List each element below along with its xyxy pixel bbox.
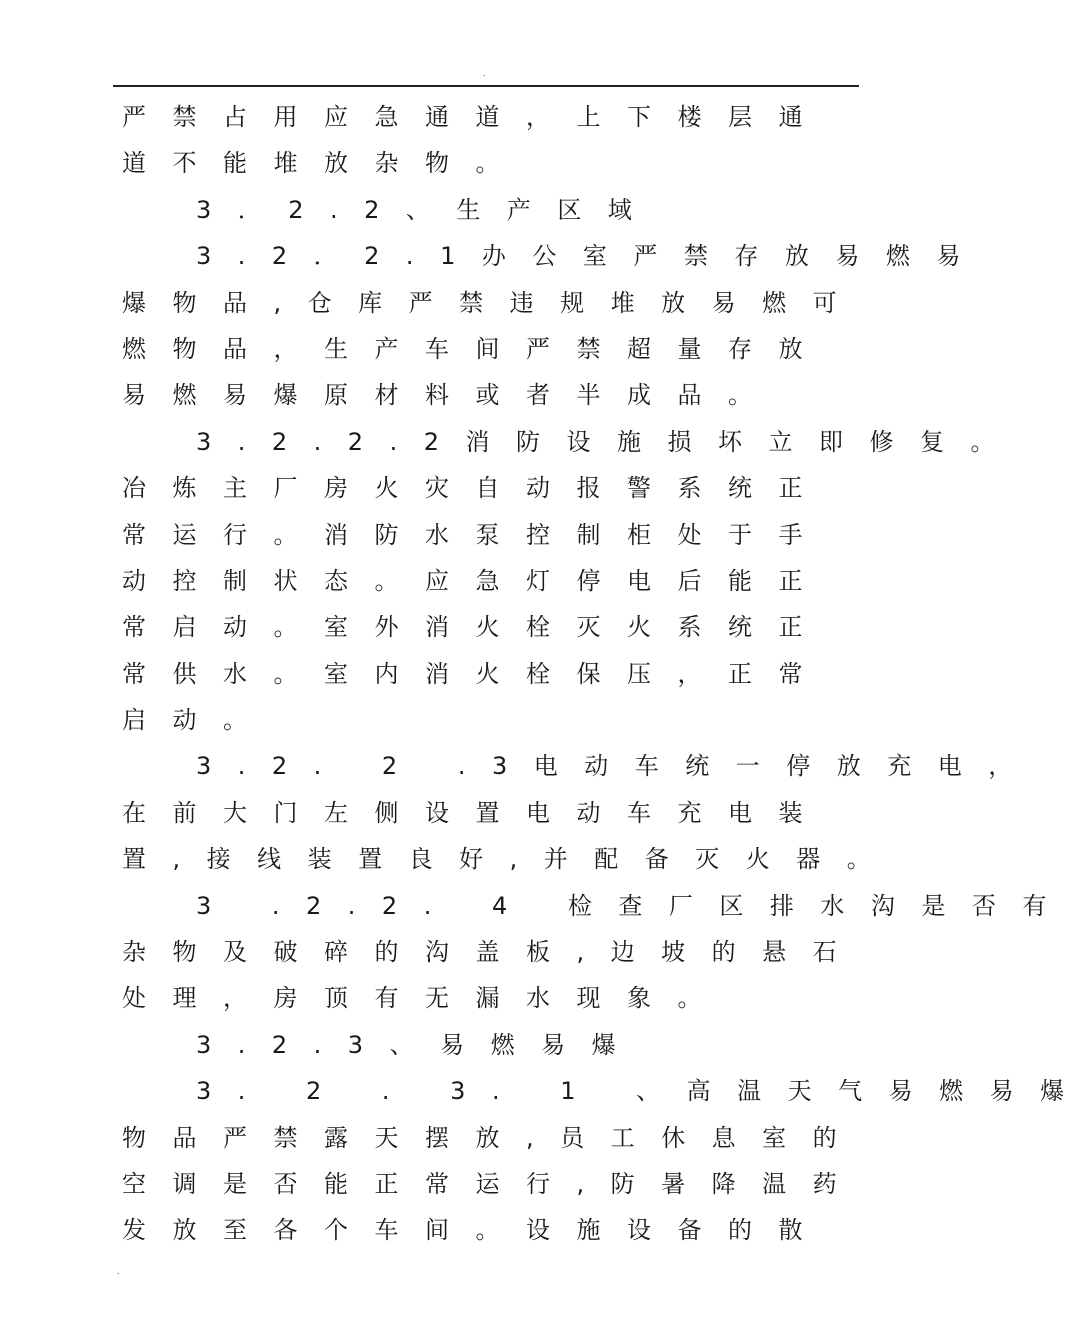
text-line: 启动。 [122,706,274,735]
text-line: 3 .2.2. 4 检查厂区排水沟是否有 [196,891,1073,920]
text-line: 常供水。室内消火栓保压，正常 [122,659,829,688]
text-line: 物品严禁露天摆放,员工休息室的 [122,1123,864,1152]
text-line: 3.2.2.2消防设施损坏立即修复。 [196,427,1021,456]
text-line: 3.2. 2 .3电动车统一停放充电， [196,752,1039,781]
text-line: 动控制状态。应急灯停电后能正 [122,566,829,595]
text-line: 3. 2 . 3. 1 、高温天气易燃易爆 [196,1077,1091,1106]
footer-mark: . [117,1267,120,1276]
section-heading: 3．2.2、生产区域 [196,195,659,224]
text-line: 易燃易爆原材料或者半成品。 [122,381,779,410]
text-line: 燃物品，生产车间严禁超量存放 [122,334,829,363]
text-line: 严禁占用应急通道，上下楼层通 [122,103,829,131]
text-line: 杂物及破碎的沟盖板,边坡的悬石 [122,938,864,967]
section-heading: 3.2.3、易燃易爆 [196,1030,643,1059]
text-line: 在前大门左侧设置电动车充电装 [122,798,829,827]
text-line: 冶炼主厂房火灾自动报警系统正 [122,474,829,503]
text-line: 道不能堆放杂物。 [122,149,526,178]
header-mark: . [483,69,486,78]
text-line: 3.2．2.1办公室严禁存放易燃易 [196,242,987,271]
text-line: 处理，房顶有无漏水现象。 [122,984,728,1013]
header-rule [113,85,859,87]
text-line: 常运行。消防水泵控制柜处于手 [122,520,829,549]
text-line: 爆物品,仓库严禁违规堆放易燃可 [122,288,864,317]
body-text [122,94,1091,1254]
text-line: 置,接线装置良好,并配备灭火器。 [122,845,898,874]
text-line: 空调是否能正常运行,防暑降温药 [122,1169,864,1198]
text-line: 常启动。室外消火栓灭火系统正 [122,613,829,642]
text-line: 发放至各个车间。设施设备的散 [122,1216,829,1245]
